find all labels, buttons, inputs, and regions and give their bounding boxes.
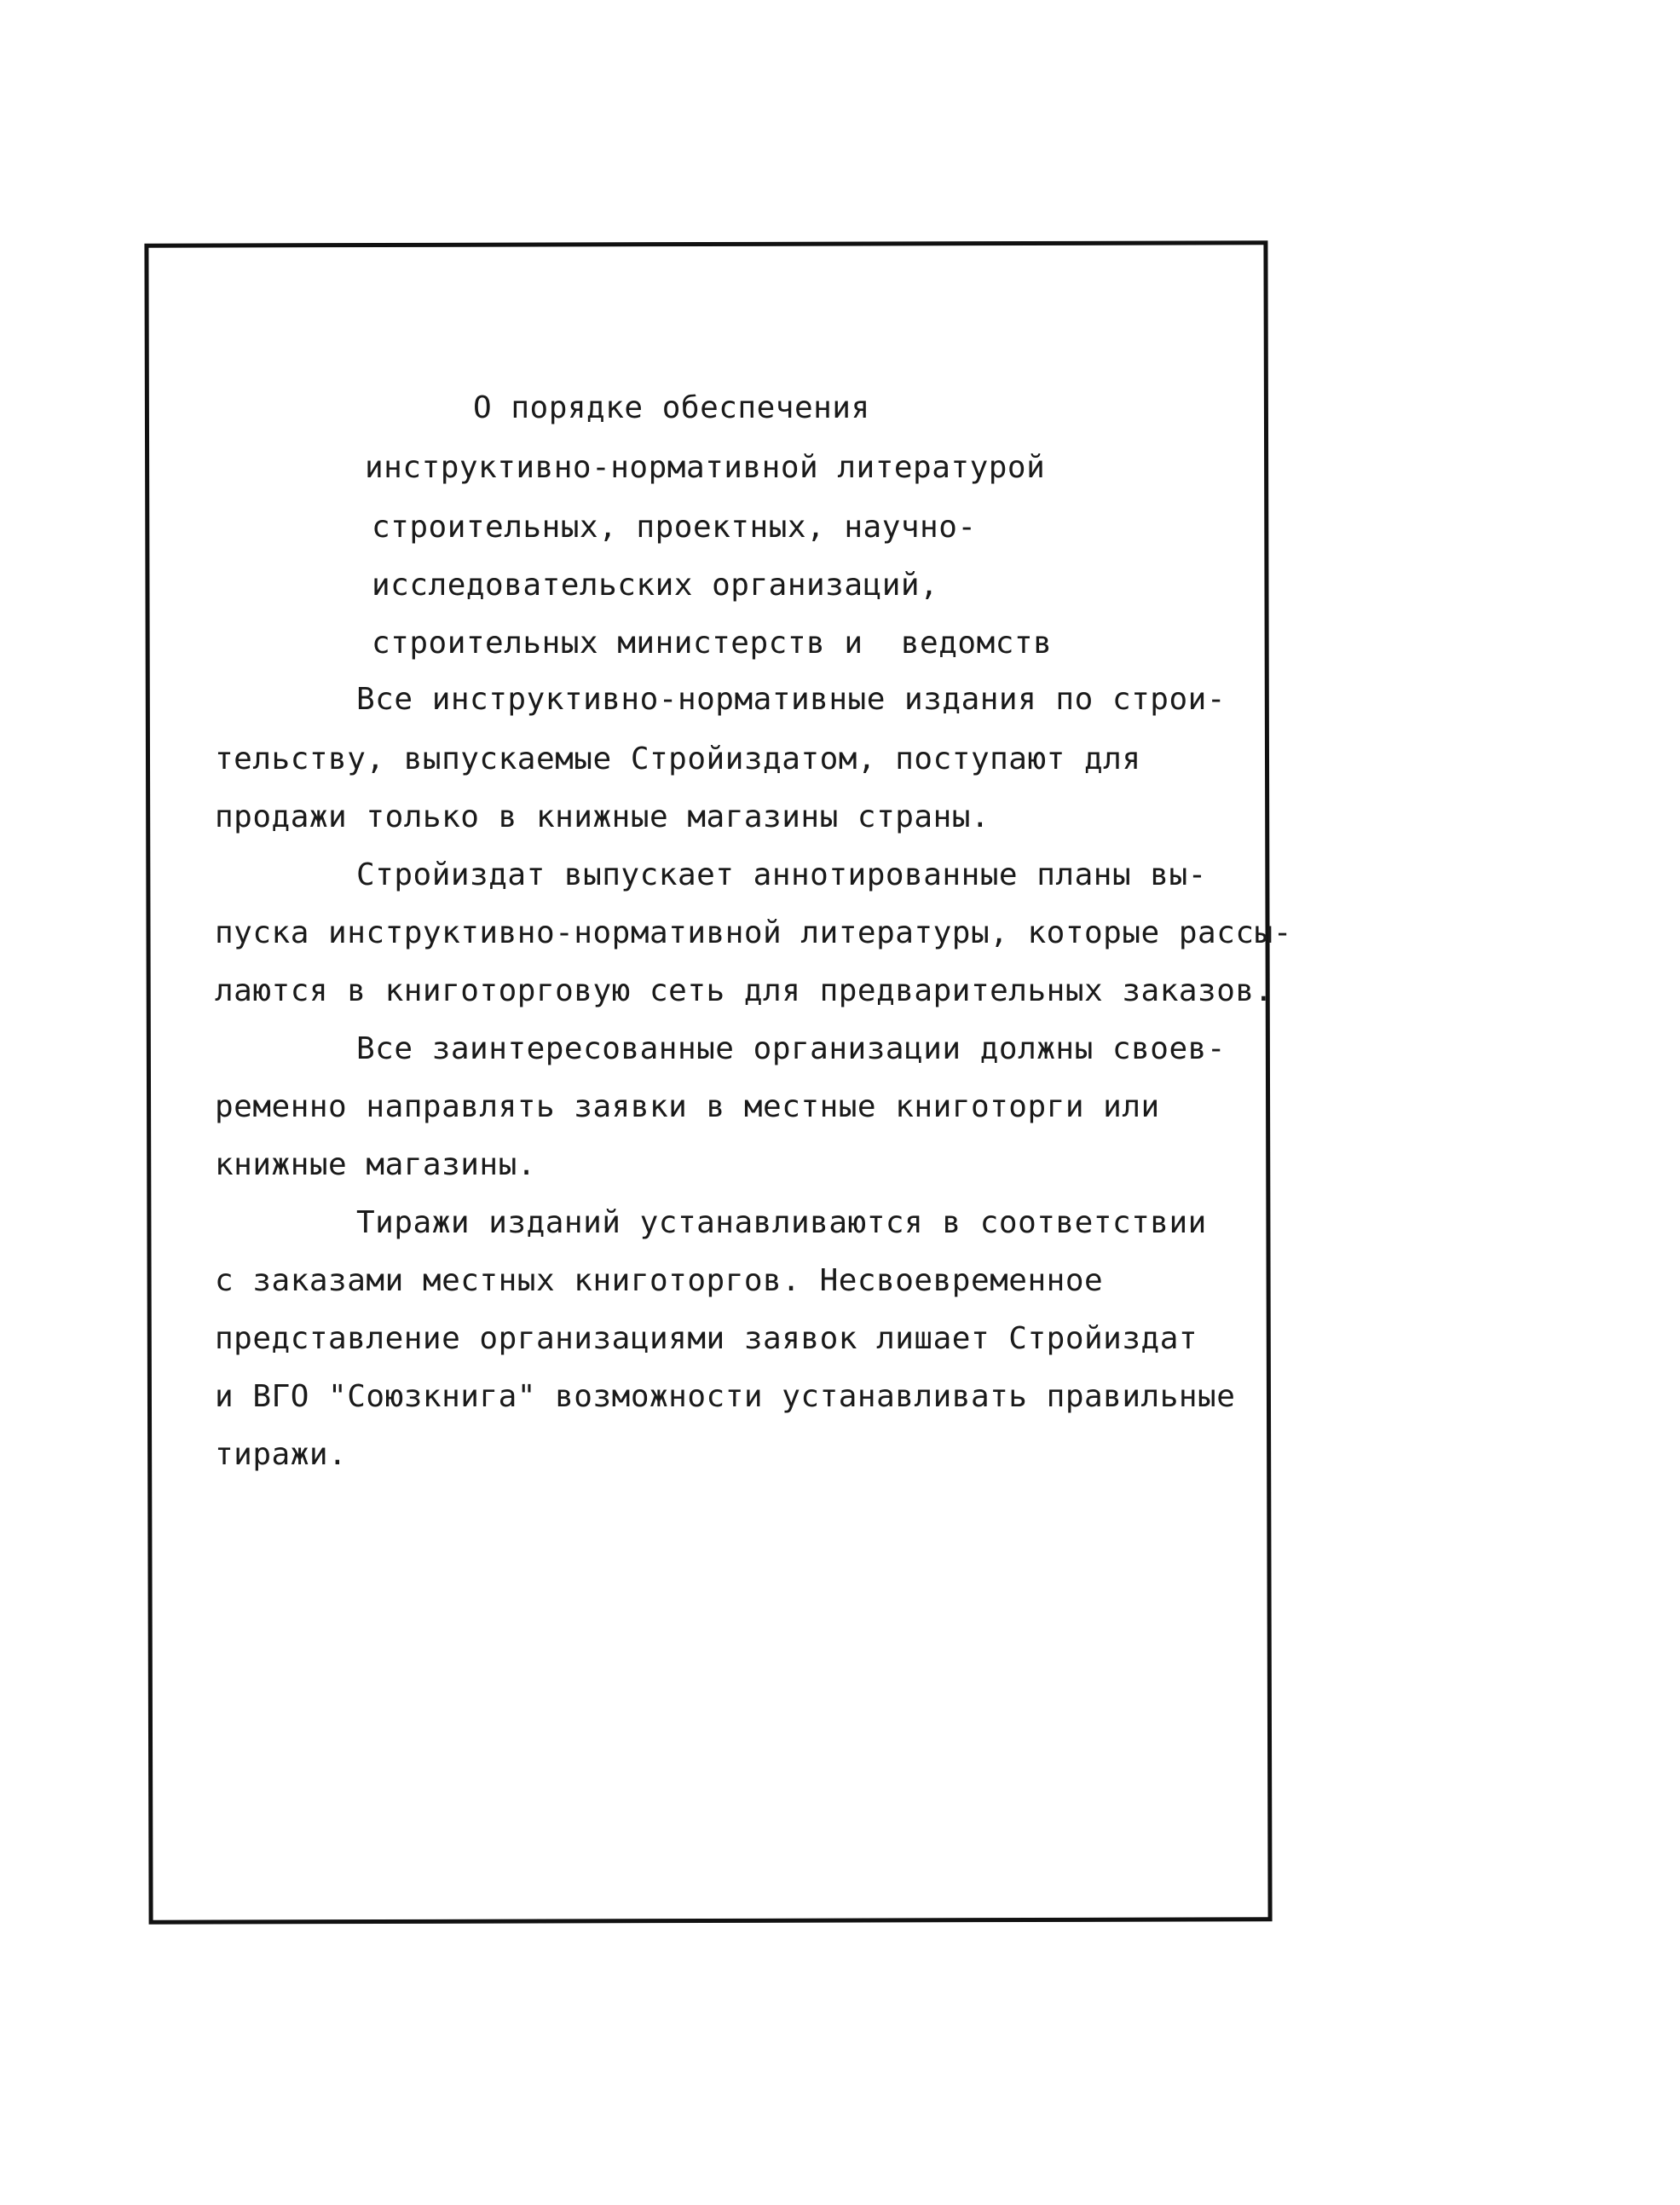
body-line-2: тельству, выпускаемые Стройиздатом, поступают для [215, 742, 1141, 776]
title-line-4: исследовательских организаций, [372, 568, 939, 603]
body-line-6: лаются в книготорговую сеть для предварительных заказов. [215, 973, 1273, 1008]
body-line-7: Все заинтересованные организации должны своев- [356, 1031, 1226, 1066]
title-line-5: строительных министерств и ведомств [372, 626, 1053, 661]
body-line-10: Тиражи изданий устанавливаются в соответствии [356, 1205, 1207, 1240]
body-line-4: Стройиздат выпускает аннотированные планы вы- [356, 857, 1207, 892]
body-line-1: Все инструктивно-нормативные издания по строи- [356, 682, 1226, 717]
body-line-8: ременно направлять заявки в местные книготорги или [215, 1089, 1160, 1124]
body-line-13: и ВГО "Союзкнига" возможности устанавливать правильные [215, 1379, 1236, 1414]
title-line-1: О порядке обеспечения [473, 390, 870, 425]
body-line-12: представление организациями заявок лишает Стройиздат [215, 1321, 1198, 1356]
title-line-3: строительных, проектных, научно- [372, 510, 977, 545]
body-line-11: с заказами местных книготоргов. Несвоевременное [215, 1263, 1104, 1298]
body-line-5: пуска инструктивно-нормативной литературы, которые рассы- [215, 915, 1292, 950]
body-line-9: книжные магазины. [215, 1147, 536, 1182]
title-line-2: инструктивно-нормативной литературой [365, 450, 1046, 485]
body-line-3: продажи только в книжные магазины страны. [215, 799, 990, 834]
body-line-14: тиражи. [215, 1437, 348, 1472]
document-border-frame [144, 240, 1272, 1924]
